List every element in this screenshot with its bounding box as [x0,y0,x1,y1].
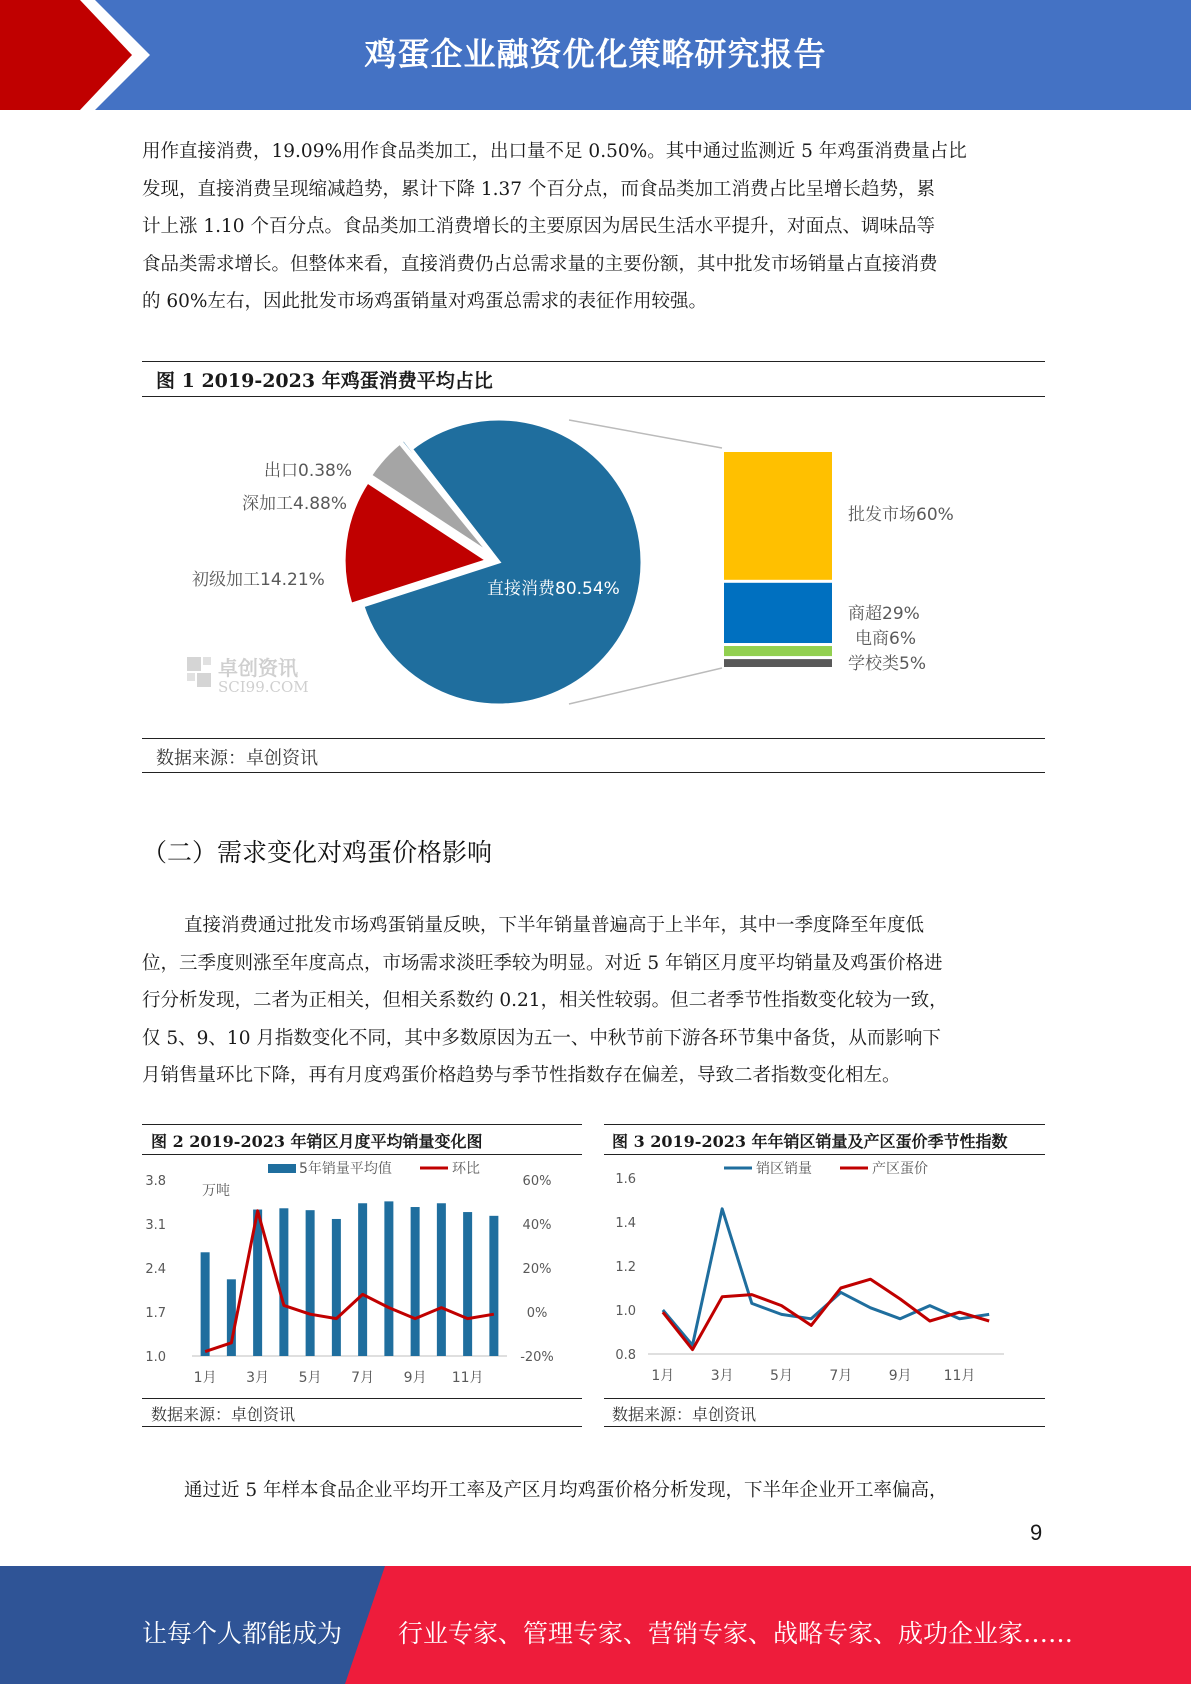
legend-label-sales: 销区销量 [756,1161,812,1177]
line-mom [205,1211,494,1352]
figure-rule [142,1398,582,1399]
right-axis-tick: 0% [526,1306,548,1321]
figure-top-rule [142,1124,582,1125]
bar-label-ecommerce: 电商6% [855,629,916,649]
left-axis-tick: 1.0 [145,1350,166,1365]
pie-label-export: 出口0.38% [264,461,353,481]
figure-bottom-rule [142,1426,582,1427]
pie-label-direct: 直接消费80.54% [487,579,620,599]
left-axis-tick: 3.8 [145,1174,166,1189]
svg-text:卓创资讯: 卓创资讯 [218,656,298,680]
x-axis-tick: 3月 [710,1368,734,1384]
figure-3-chart [604,1156,1045,1396]
text-line: 直接消费通过批发市场鸡蛋销量反映，下半年销量普遍高于上半年，其中一季度降至年度低 [184,915,925,936]
left-axis-tick: 3.1 [145,1218,166,1233]
line-egg-price [663,1279,989,1349]
bar-segment-supermarket [724,583,832,643]
paragraph-2 [142,907,1047,1095]
x-axis-tick: 5月 [298,1370,322,1386]
bar-1 [201,1252,210,1356]
x-axis-tick: 9月 [403,1370,427,1386]
text-line: 行分析发现，二者为正相关，但相关系数约 0.21，相关性较弱。但二者季节性指数变化较为一致， [142,990,948,1011]
unit-label: 万吨 [202,1183,230,1199]
right-axis-tick: -20% [520,1350,554,1365]
bar-segment-wholesale [724,452,832,580]
bar-label-wholesale: 批发市场60% [848,505,954,525]
figure-rule [142,738,1045,739]
text-line: 用作直接消费，19.09%用作食品类加工，出口量不足 0.50%。其中通过监测近 5 年鸡蛋消费量占比 [142,141,967,162]
sci99-watermark [187,656,309,696]
report-title: 鸡蛋企业融资优化策略研究报告 [364,35,827,73]
pie-label-primary: 初级加工14.21% [192,570,325,590]
bar-label-school: 学校类5% [848,654,926,674]
bar-12 [489,1216,498,1356]
bar-segment-school [724,659,832,667]
x-axis-tick: 7月 [351,1370,375,1386]
figure-rule [142,396,1045,397]
pie-label-deep: 深加工4.88% [242,494,348,514]
figure-3-title: 图 3 2019-2023 年年销区销量及产区蛋价季节性指数 [612,1132,1008,1151]
x-axis-tick: 3月 [246,1370,270,1386]
figure-2-chart [142,1156,582,1396]
bar-9 [411,1207,420,1356]
text-line: 食品类需求增长。但整体来看，直接消费仍占总需求量的主要份额，其中批发市场销量占直接消费 [142,253,938,275]
bar-6 [332,1219,341,1356]
bar-5 [306,1210,315,1356]
figure-bottom-rule [604,1426,1045,1427]
text-line: 仅 5、9、10 月指数变化不同，其中多数原因为五一、中秋节前下游各环节集中备货，从而影响下 [142,1027,941,1049]
figure-3-source: 数据来源：卓创资讯 [612,1405,757,1424]
y-axis-tick: 1.4 [615,1216,636,1231]
figure-2-title: 图 2 2019-2023 年销区月度平均销量变化图 [151,1132,483,1151]
x-axis-tick: 1月 [651,1368,675,1384]
text-line: 发现，直接消费呈现缩减趋势，累计下降 1.37 个百分点，而食品类加工消费占比呈增长趋势，累 [142,178,935,200]
footer-slogan-left: 让每个人都能成为 [142,1619,343,1648]
bar-11 [463,1212,472,1356]
figure-1-source: 数据来源：卓创资讯 [156,748,318,769]
text-line: 计上涨 1.10 个百分点。食品类加工消费增长的主要原因为居民生活水平提升，对面点、调味品等 [142,216,935,237]
paragraph-3 [142,1472,1047,1510]
line-sales-volume [663,1209,989,1345]
y-axis-tick: 1.0 [615,1304,636,1319]
right-axis-tick: 20% [522,1262,552,1277]
figure-1-pie-chart [142,398,1045,736]
figure-bottom-rule [142,772,1045,773]
right-axis-tick: 60% [522,1174,552,1189]
y-axis-tick: 0.8 [615,1348,636,1363]
figure-2-source: 数据来源：卓创资讯 [151,1405,296,1424]
bar-segment-ecommerce [724,646,832,656]
text-line: 位，三季度则涨至年度高点，市场需求淡旺季较为明显。对近 5 年销区月度平均销量及鸡蛋价格进 [142,952,943,974]
y-axis-tick: 1.2 [615,1260,636,1275]
x-axis-tick: 7月 [829,1368,853,1384]
y-axis-tick: 1.6 [615,1172,636,1187]
figure-rule [142,1154,582,1155]
x-axis-tick: 11月 [943,1368,976,1384]
connector-line [569,668,722,704]
bar-10 [437,1203,446,1356]
connector-line [569,420,722,448]
text-line: 通过近 5 年样本食品企业平均开工率及产区月均鸡蛋价格分析发现，下半年企业开工率偏高， [184,1480,948,1501]
x-axis-tick: 9月 [888,1368,912,1384]
bar-4 [279,1208,288,1356]
legend-swatch-bar [268,1164,296,1173]
text-line: 的 60%左右，因此批发市场鸡蛋销量对鸡蛋总需求的表征作用较强。 [142,291,708,312]
figure-top-rule [604,1124,1045,1125]
left-axis-tick: 2.4 [145,1262,166,1277]
section-heading: （二）需求变化对鸡蛋价格影响 [142,838,493,867]
paragraph-1 [142,133,1047,321]
bar-7 [358,1203,367,1356]
x-axis-tick: 5月 [770,1368,793,1384]
figure-rule [604,1154,1045,1155]
figure-rule [604,1398,1045,1399]
right-axis-tick: 40% [522,1218,552,1233]
page-number: 9 [1030,1520,1043,1545]
left-axis-tick: 1.7 [145,1306,166,1321]
svg-text:SCI99.COM: SCI99.COM [218,678,309,696]
x-axis-tick: 11月 [451,1370,484,1386]
legend-label-price: 产区蛋价 [872,1161,928,1177]
bar-8 [384,1201,393,1356]
legend-label-line: 环比 [452,1161,480,1177]
text-line: 月销售量环比下降，再有月度鸡蛋价格趋势与季节性指数存在偏差，导致二者指数变化相左。 [142,1065,901,1086]
x-axis-tick: 1月 [193,1370,217,1386]
figure-top-rule [142,361,1045,362]
legend-label-bar: 5年销量平均值 [299,1161,392,1177]
figure-1-title: 图 1 2019-2023 年鸡蛋消费平均占比 [156,370,493,392]
footer-slogan-right: 行业专家、管理专家、营销专家、战略专家、成功企业家…… [398,1619,1074,1648]
bar-label-supermarket: 商超29% [848,604,920,624]
